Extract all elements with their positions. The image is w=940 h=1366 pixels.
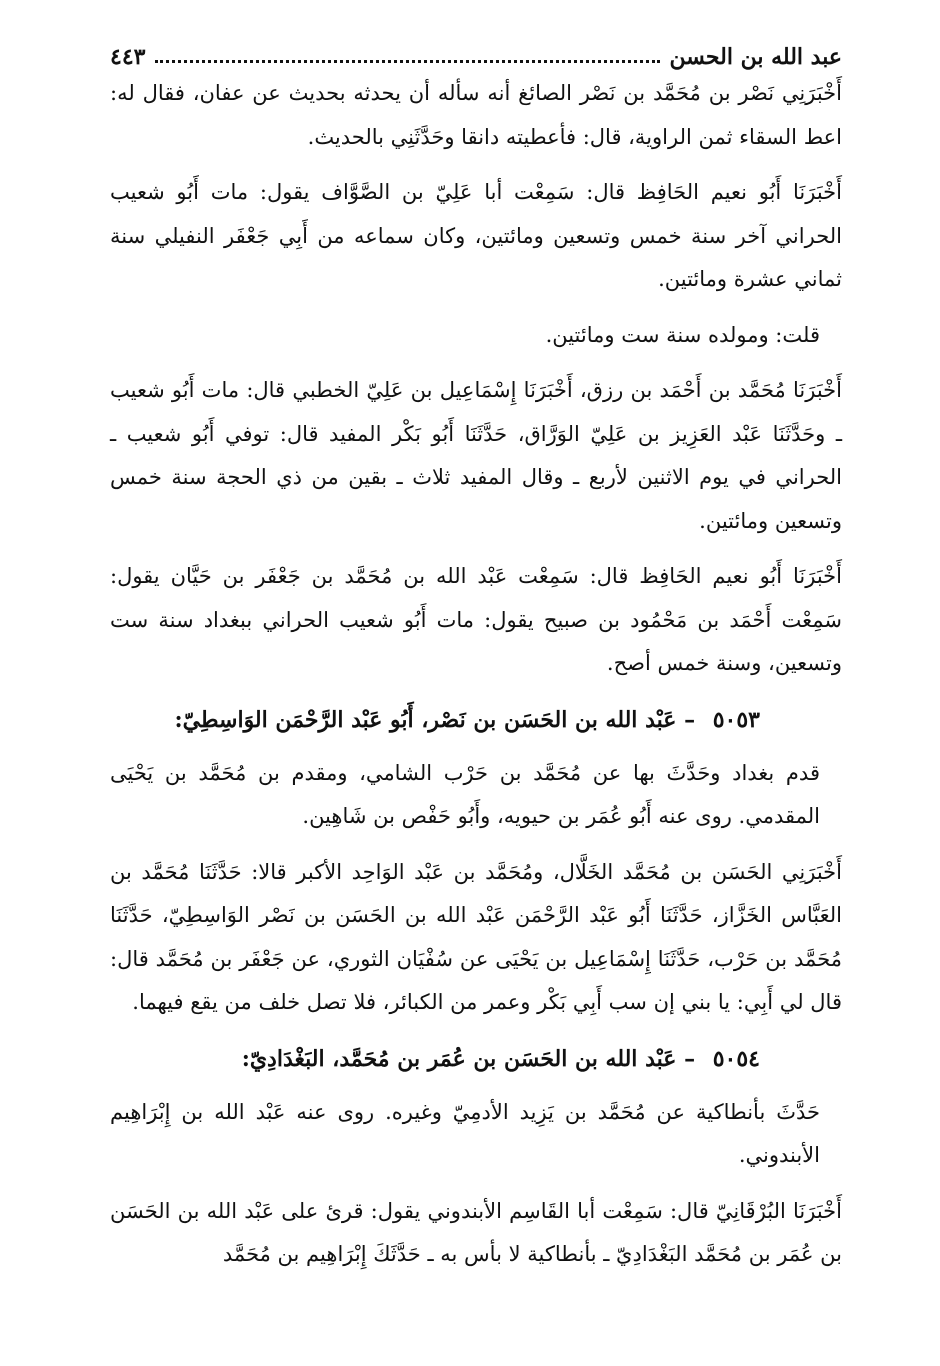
paragraph: أَخْبَرَنَا أَبُو نعيم الحَافِظ قال: سَمِعْت أبا عَلِيّ بن الصَّوَّاف يقول: مات أَبُو شعيب الحراني آخر سنة خمس وتسعين ومائتين، وكان سماعه من أَبِي جَعْفَر النفيلي سنة ثماني عشرة ومائتين.: [110, 180, 842, 291]
header-dot-leader: [155, 60, 659, 63]
paragraph: قلت: ومولده سنة ست ومائتين.: [545, 322, 820, 347]
paragraph: أَخْبَرَنِي الحَسَن بن مُحَمَّد الخَلَّال، ومُحَمَّد بن عَبْد الوَاحِد الأكبر قالا: حَدَّثَنَا مُحَمَّد بن العَبَّاس الخَزَّاز، حَدَّثَنَا أَبُو عَبْد الرَّحْمَن عَبْد الله بن الحَسَن بن نَصْر الوَاسِطِيّ، حَدَّثَنَا مُحَمَّد بن حَرْب، حَدَّثَنَا إِسْمَاعِيل بن يَحْيَى عن سُفْيَان الثوري، عن جَعْفَر بن مُحَمَّد قال: قال لي أَبِي: يا بني إن سب أَبِي بَكْر وعمر من الكبائر، فلا تصل خلف من يقع فيهما.: [110, 859, 842, 1014]
paragraph: أَخْبَرَنِي نَصْر بن مُحَمَّد بن نَصْر الصائغ أنه سأله أن يحدثه بحديث عن عفان، فقال له: اعط السقاء ثمن الراوية، قال: فأعطيته دانقا وحَدَّثَنِي بالحديث.: [110, 81, 842, 149]
paragraph: أَخْبَرَنَا أَبُو نعيم الحَافِظ قال: سَمِعْت عَبْد الله بن مُحَمَّد بن جَعْفَر بن حَيَّان يقول: سَمِعْت أَحْمَد بن مَحْمُود بن صبيح يقول: مات أَبُو شعيب الحراني ببغداد سنة ست وتسعين، وسنة خمس أصح.: [110, 564, 842, 675]
page-header: [110, 30, 842, 70]
paragraph: حَدَّثَ بأنطاكية عن مُحَمَّد بن يَزِيد الأدمِيّ وغيره. روى عنه عَبْد الله بن إِبْرَاهِيم الأبندوني.: [110, 1099, 820, 1167]
paragraph: أَخْبَرَنَا البُرْقَانِيّ قال: سَمِعْت أبا القَاسِم الأبندوني يقول: قرئ على عَبْد الله بن الحَسَن بن عُمَر بن مُحَمَّد البَغْدَادِيّ ـ بأنطاكية لا بأس به ـ حَدَّثَكَ إِبْرَاهِيم بن مُحَمَّد: [110, 1198, 842, 1266]
entry-dash: –: [684, 706, 696, 733]
page-body: [110, 72, 842, 1289]
entry-number: ٥٠٥٣: [712, 706, 760, 733]
entry-title: عَبْد الله بن الحَسَن بن عُمَر بن مُحَمَّد، البَغْدَادِيّ:: [241, 1045, 677, 1072]
page-number: ٤٤٣: [110, 44, 146, 70]
paragraph: أَخْبَرَنَا مُحَمَّد بن أَحْمَد بن رزق، أَخْبَرَنَا إِسْمَاعِيل بن عَلِيّ الخطبي قال: مات أَبُو شعيب ـ وحَدَّثَنَا عَبْد العَزِيز بن عَلِيّ الوَرَّاق، حَدَّثَنَا أَبُو بَكْر المفيد قال: توفي أَبُو شعيب ـ الحراني في يوم الاثنين لأربع ـ وقال المفيد ثلاث ـ بقين من ذي الحجة سنة خمس وتسعين ومائتين.: [110, 378, 842, 533]
entry-heading: [110, 1037, 842, 1081]
running-title: عبد الله بن الحسن: [669, 44, 842, 70]
entry-dash: –: [684, 1045, 696, 1072]
entry-title: عَبْد الله بن الحَسَن بن نَصْر، أَبُو عَبْد الرَّحْمَن الوَاسِطِيّ:: [174, 706, 677, 733]
entry-number: ٥٠٥٤: [712, 1045, 760, 1072]
entry-heading: [110, 698, 842, 742]
paragraph: قدم بغداد وحَدَّثَ بها عن مُحَمَّد بن حَرْب الشامي، ومقدم بن مُحَمَّد بن يَحْيَى المقدمي. روى عنه أَبُو عُمَر بن حيويه، وأَبُو حَفْص بن شَاهِين.: [110, 760, 820, 828]
